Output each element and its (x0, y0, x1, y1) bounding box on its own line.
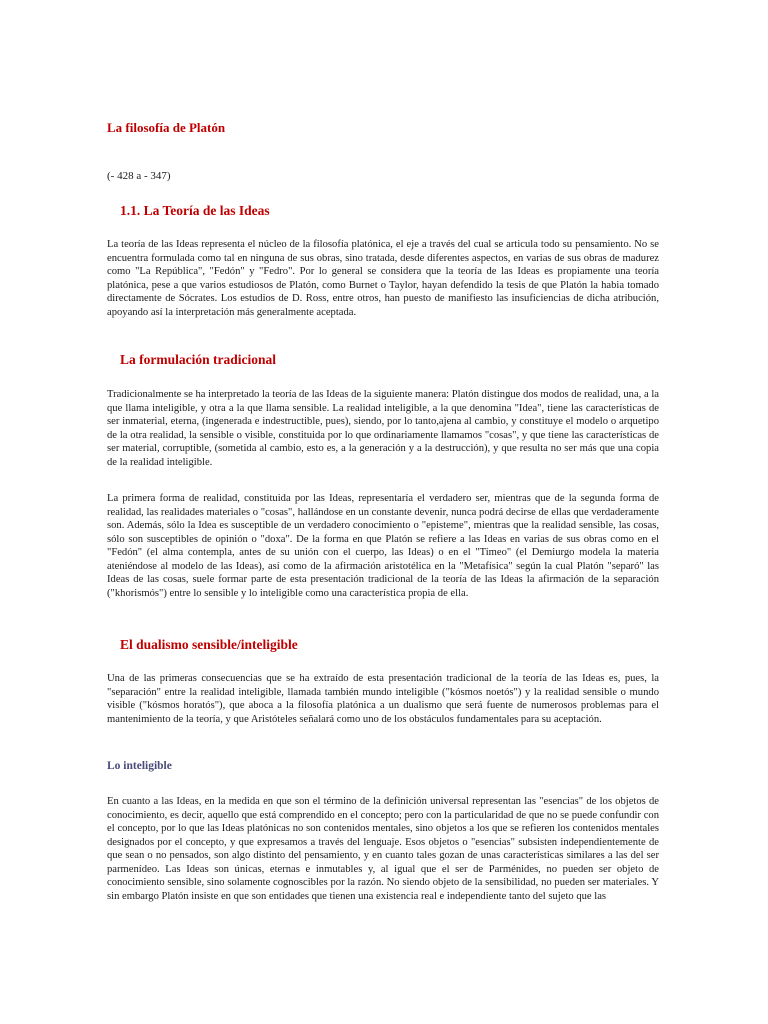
section-heading-formulacion: La formulación tradicional (120, 352, 276, 367)
section-heading-dualismo: El dualismo sensible/inteligible (120, 637, 298, 652)
life-dates: (- 428 a - 347) (107, 170, 171, 182)
subsection-heading-inteligible: Lo inteligible (107, 760, 172, 772)
paragraph-dualismo: Una de las primeras consecuencias que se ha extraído de esta presentación tradicional de la teoría de las Ideas es, pues, la "separación" entre la realidad inteligible, llamada también mundo inteligible ("kósmos noetós") y la realidad sensible o mundo visible ("kósmos horatós"), que aboca a la filosofía platónica a un dualismo que será fuente de numerosos problemas para el mantenimiento de la teoría, y que Aristóteles señalará como uno de los obstáculos fundamentales para su aceptación. (107, 673, 659, 725)
paragraph-teoria-ideas: La teoría de las Ideas representa el núcleo de la filosofía platónica, el eje a través del cual se articula todo su pensamiento. No se encuentra formulada como tal en ninguna de sus obras, sino tratada, desde diferentes aspectos, en varias de sus obras de madurez como "La República", "Fedón" y "Fedro". Por lo general se considera que la teoría de las Ideas es propiamente una teoría platónica, pese a que varios estudiosos de Platón, como Burnet o Taylor, hayan defendido la tesis de que Platón la habia tomado directamente de Sócrates. Los estudios de D. Ross, entre otros, han puesto de manifiesto las insuficiencias de dicha atribución, apoyando así la interpretación más generalmente aceptada. (107, 239, 659, 318)
paragraph-formulacion-1: Tradicionalmente se ha interpretado la teoría de las Ideas de la siguiente manera: Platón distingue dos modos de realidad, una, a la que llama inteligible, y otra a la que llama sensible. La realidad inteligible, a la que denomina "Idea", tiene las características de ser inmaterial, eterna, (ingenerada e indestructible, pues), siendo, por lo tanto,ajena al cambio, y constituye el modelo o arquetipo de la otra realidad, la sensible o visible, constituida por lo que ordinariamente llamamos "cosas", y que tiene las características de ser material, corruptible, (sometida al cambio, esto es, a la generación y a la destrucción), y que resulta no ser más que una copia de la realidad inteligible. (107, 389, 659, 468)
paragraph-formulacion-2: La primera forma de realidad, constituida por las Ideas, representaría el verdadero ser, mientras que de la segunda forma de realidad, las realidades materiales o "cosas", hallándose en un constante devenir, nunca podrá decirse de ellas que verdaderamente son. Además, sólo la Idea es susceptible de un verdadero conocimiento o "episteme", mientras que la realidad sensible, las cosas, sólo son susceptibles de opinión o "doxa". De la forma en que Platón se refiere a las Ideas en varias de sus obras como en el "Fedón" (el alma contempla, antes de su unión con el cuerpo, las Ideas) o en el "Timeo" (el Demiurgo modela la materia ateniéndose al modelo de las Ideas), así como de la afirmación aristotélica en la "Metafísica" según la cual Platón "separó" las Ideas de las cosas, suele formar parte de esta presentación tradicional de la teoría de las Ideas la afirmación de la separación ("khorismós") entre lo sensible y lo inteligible como una característica propia de ella. (107, 493, 659, 599)
document-title: La filosofía de Platón (107, 120, 226, 135)
section-heading-teoria-ideas: 1.1. La Teoría de las Ideas (120, 203, 270, 218)
paragraph-inteligible: En cuanto a las Ideas, en la medida en que son el término de la definición universal representan las "esencias" de los objetos de conocimiento, es decir, aquello que está comprendido en el concepto; pero con la particularidad de que no se puede confundir con el concepto, por lo que las Ideas platónicas no son contenidos mentales, sino objetos a los que se refieren los contenidos mentales designados por el concepto, y que expresamos a través del lenguaje. Esos objetos o "esencias" subsisten independientemente de que sean o no pensados, son algo distinto del pensamiento, y en cuanto tales gozan de unas características similares a las del ser parmenídeo. Las Ideas son únicas, eternas e inmutables y, al igual que el ser de Parménides, no pueden ser objeto de conocimiento sensible, sino solamente cognoscibles por la razón. No siendo objeto de la sensibilidad, no pueden ser materiales. Y sin embargo Platón insiste en que son entidades que tienen una existencia real e independiente tanto del sujeto que las (107, 796, 659, 902)
